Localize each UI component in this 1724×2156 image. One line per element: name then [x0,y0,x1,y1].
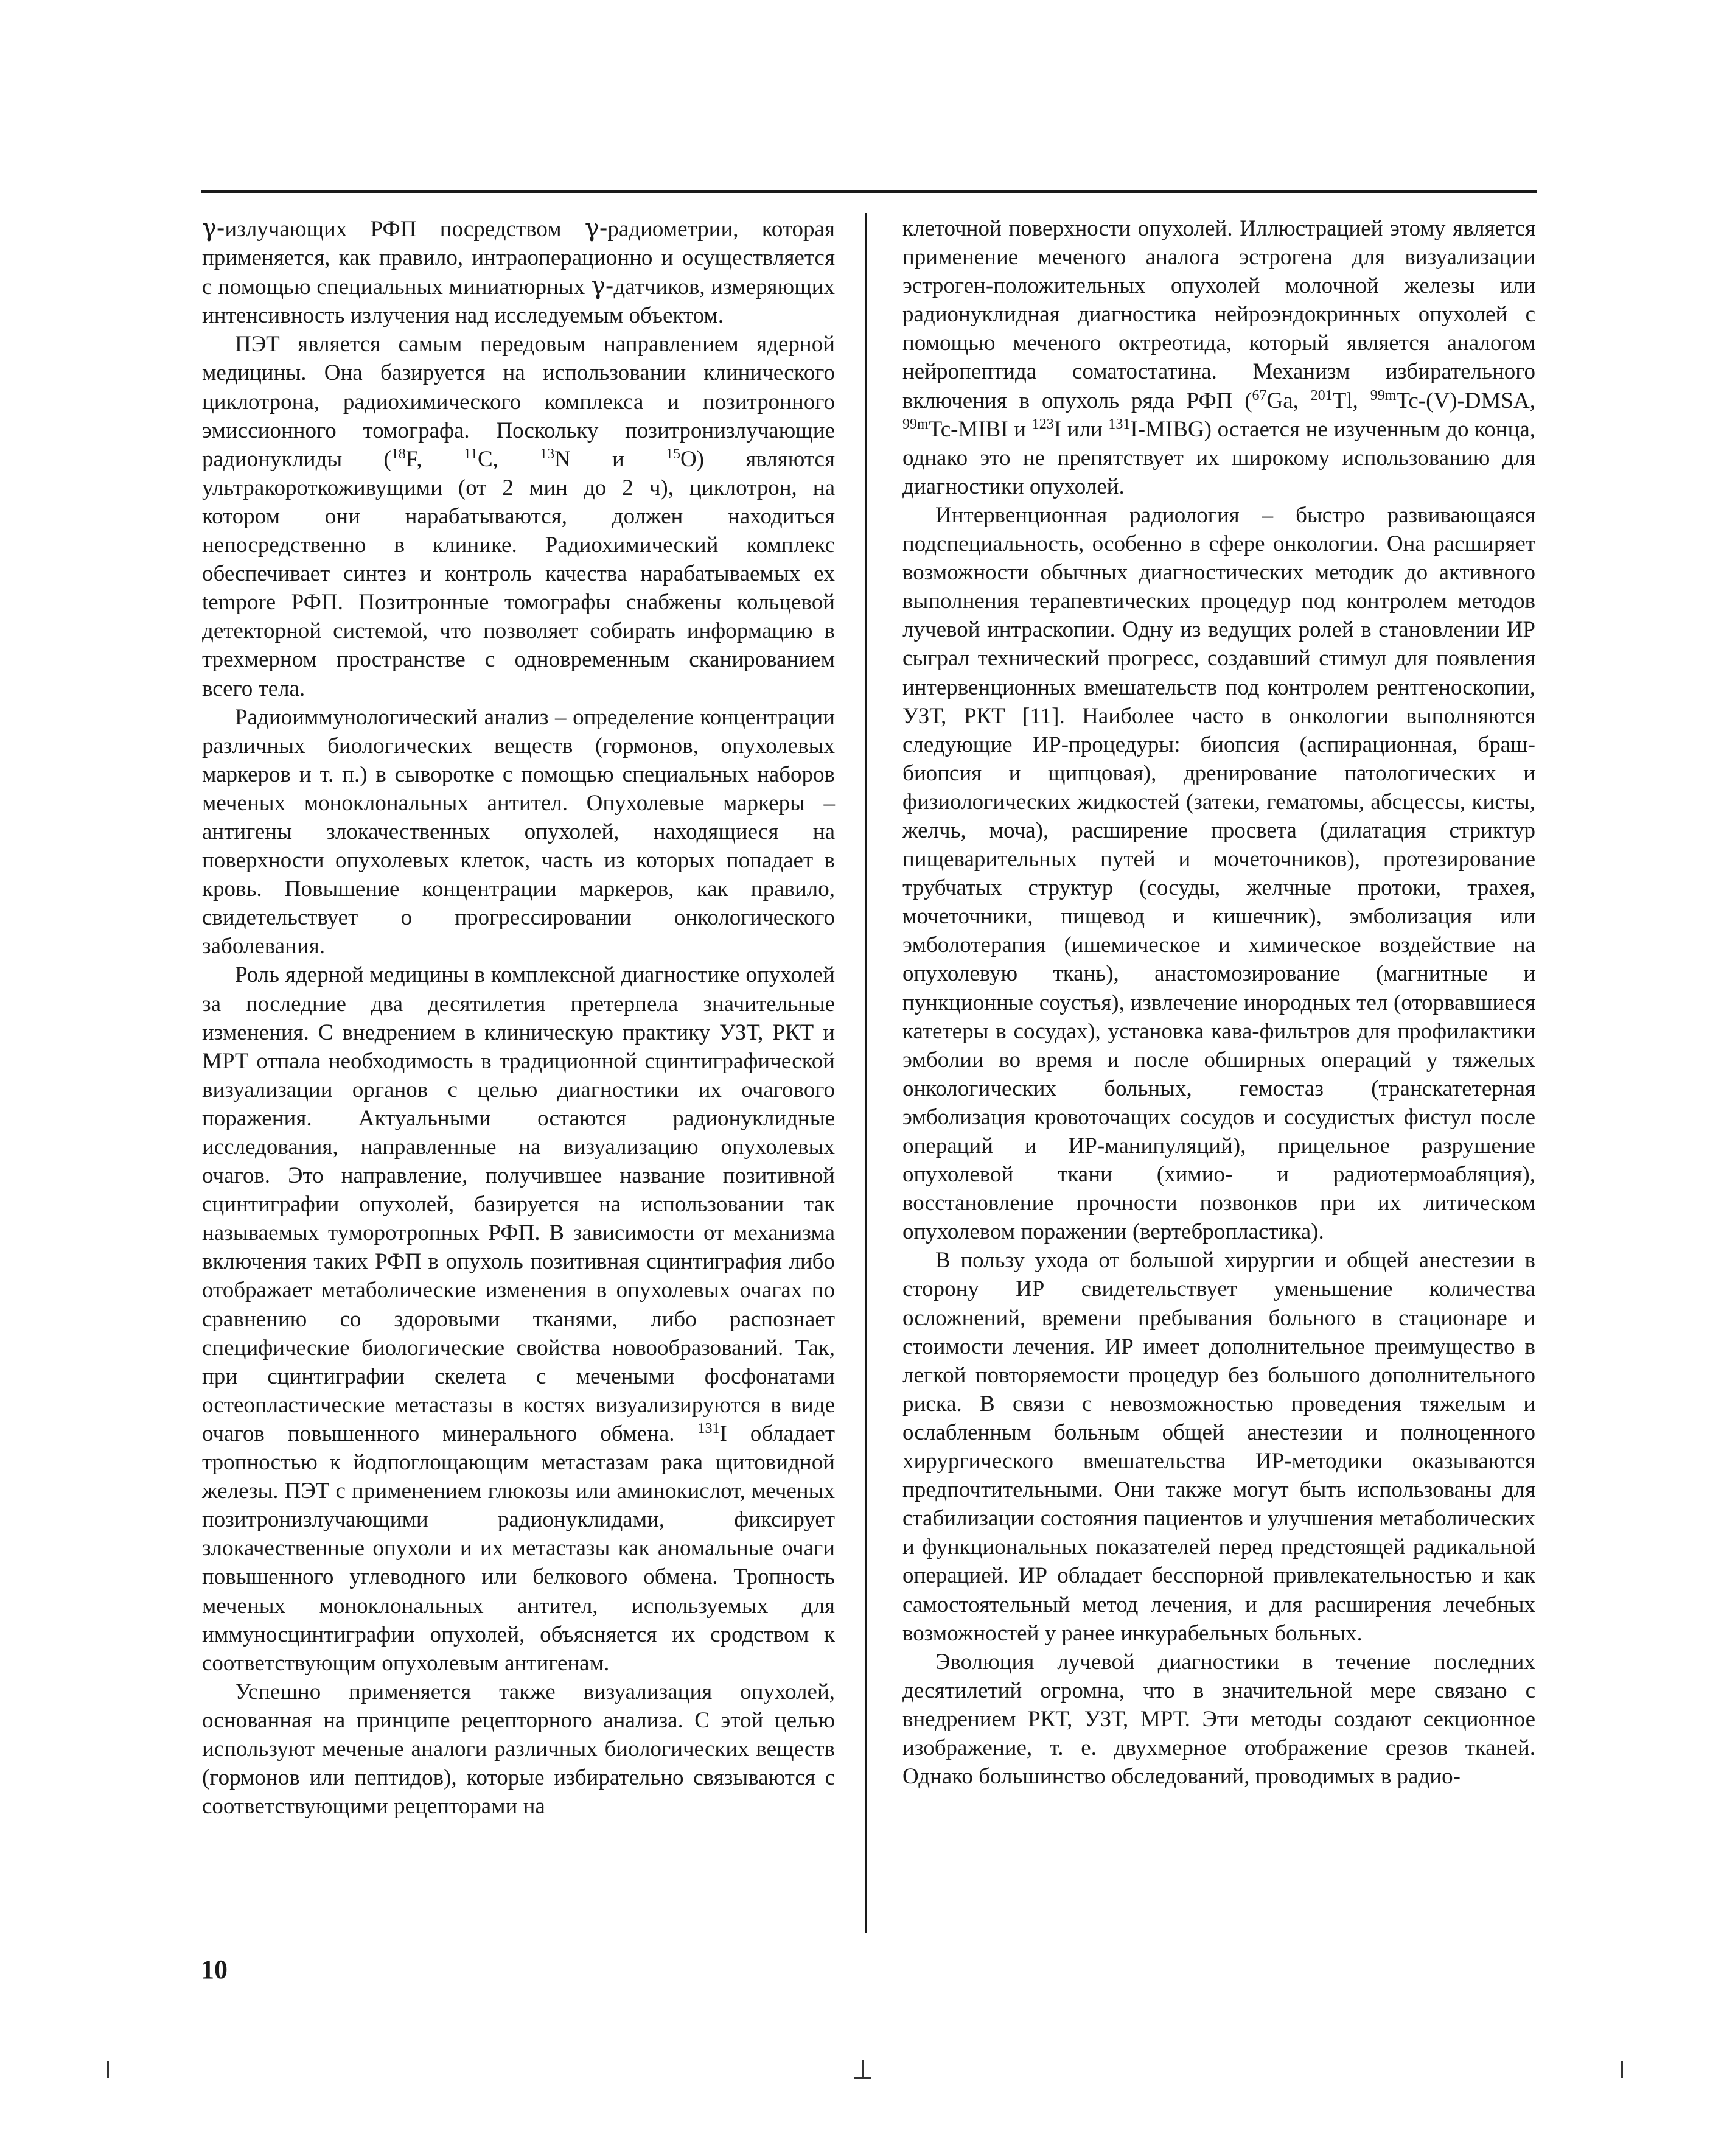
page-number: 10 [201,1955,228,1984]
column-divider [865,213,867,1933]
left-column [202,214,835,1821]
paragraph: В пользу ухода от большой хирургии и общей анестезии в сторону ИР свидетельствует уменьшение количества осложнений, времени пребывания больного в стационаре и стоимости лечения. ИР имеет дополнительное преимущество в легкой повторяемости процедур без большого дополнительного риска. В связи с невозможностью проведения тяжелым и ослабленным больным общей анестезии и полноценного хирургического вмешательства ИР-методики оказываются предпочтительными. Они также могут быть использованы для стабилизации состояния пациентов и улучшения метаболических и функциональных показателей перед предстоящей радикальной операцией. ИР обладает бесспорной привлекательностью и как самостоятельный метод лечения, и для расширения лечебных возможностей у ранее инкурабельных больных. [902,1248,1535,1646]
paragraph: Интервенционная радиология – быстро развивающаяся подспециальность, особенно в сфере онкологии. Она расширяет возможности обычных диагностических методик до активного выполнения терапевтических процедур под контролем методов лучевой интраскопии. Одну из ведущих ролей в становлении ИР сыграл технический прогресс, создавший стимул для появления интервенционных вмешательств под контролем рентгеноскопии, УЗТ, РКТ [11]. Наиболее часто в онкологии выполняются следующие ИР-процедуры: биопсия (аспирационная, браш-биопсия и щипцовая), дренирование патологических и физиологических жидкостей (затеки, гематомы, абсцессы, кисты, желчь, моча), расширение просвета (дилатация стриктур пищеварительных путей и мочеточников), протезирование трубчатых структур (сосуды, желчные протоки, трахея, мочеточники, пищевод и кишечник), эмболизация или эмболотерапия (ишемическое и химическое воздействие на опухолевую ткань), анастомозирование (магнитные и пункционные соустья), извлечение инородных тел (оторвавшиеся катетеры в сосудах), установка кава-фильтров для профилактики эмболии во время и после обширных операций у тяжелых онкологических больных, гемостаз (транскатетерная эмболизация кровоточащих сосудов и сосудистых фистул после операций и ИР-манипуляций), прицельное разрушение опухолевой ткани (химио- и радиотермоабляция), восстановление прочности позвонков при их литическом опухолевом поражении (вертебропластика). [902,502,1535,1245]
paragraph: клеточной поверхности опухолей. Иллюстрацией этому является применение меченого аналога эстрогена для визуализации эстроген-положительных опухолей молочной железы или радионуклидная диагностика нейроэндокринных опухолей с помощью меченого октреотида, который является аналогом нейропептида соматостатина. Механизм избирательного включения в опухоль ряда РФП ($^{67}$Ga, $^{201}$Tl, $^{99m}$Tc-(V)-DMSA, $^{99m}$Tc-MIBI и $^{123}$I или $^{131}$I-MIBG) остается не изученным до конца, однако это не препятствует их широкому использованию для диагностики опухолей. [902,216,1536,499]
crop-mark [854,2077,871,2079]
paragraph: Радиоиммунологический анализ – определение концентрации различных биологических веществ (гормонов, опухолевых маркеров и т. п.) в сыворотке с помощью специальных наборов меченых моноклональных антител. Опухолевые маркеры – антигены злокачественных опухолей, находящиеся на поверхности опухолевых клеток, часть из которых попадает в кровь. Повышение концентрации маркеров, как правило, свидетельствует о прогрессировании онкологического заболевания. [202,704,835,959]
header-rule [201,190,1537,193]
crop-mark [1621,2061,1623,2078]
gamma-symbol: γ- [584,214,608,242]
gamma-symbol: γ- [202,214,225,242]
crop-mark [107,2061,109,2078]
crop-mark [862,2060,864,2077]
paragraph: Успешно применяется также визуализация опухолей, основанная на принципе рецепторного анализа. С этой целью используют меченые аналоги различных биологических веществ (гормонов или пептидов), которые избирательно связываются с соответствующими рецепторами на [202,1679,835,1819]
paragraph: ПЭТ является самым передовым направлением ядерной медицины. Она базируется на использовании клинического циклотрона, радиохимического комплекса и позитронного эмиссионного томографа. Поскольку позитронизлучающие радионуклиды ($^{18}$F, $^{11}$C, $^{13}$N и $^{15}$O) являются ультракороткоживущими (от 2 мин до 2 ч), циклотрон, на котором они нарабатываются, должен находиться непосредственно в клинике. Радиохимический комплекс обеспечивает синтез и контроль качества нарабатываемых ex tempore РФП. Позитронные томографы снабжены кольцевой детекторной системой, что позволяет собирать информацию в трехмерном пространстве с одновременным сканированием всего тела. [202,332,835,701]
paragraph: Роль ядерной медицины в комплексной диагностике опухолей за последние два десятилетия претерпела значительные изменения. С внедрением в клиническую практику УЗТ, РКТ и МРТ отпала необходимость в традиционной сцинтиграфической визуализации органов с целью диагностики их очагового поражения. Актуальными остаются радионуклидные исследования, направленные на визуализацию опухолевых очагов. Это направление, получившее название позитивной сцинтиграфии опухолей, базируется на использовании так называемых туморотропных РФП. В зависимости от механизма включения таких РФП в опухоль позитивная сцинтиграфия либо отображает метаболические изменения в опухолевых очагах по сравнению со здоровыми тканями, либо распознает специфические биологические свойства новообразований. Так, при сцинтиграфии скелета с мечеными фосфонатами остеопластические метастазы в костях визуализируются в виде очагов повышенного минерального обмена. $^{131}$I обладает тропностью к йодпоглощающим метастазам рака щитовидной железы. ПЭТ с применением глюкозы или аминокислот, меченых позитронизлучающими радионуклидами, фиксирует злокачественные опухоли и их метастазы как аномальные очаги повышенного углеводного или белкового обмена. Тропность меченых моноклональных антител, используемых для иммуносцинтиграфии опухолей, объясняется их сродством к соответствующим опухолевым антигенам. [202,962,835,1676]
paragraph: Эволюция лучевой диагностики в течение последних десятилетий огромна, что в значительной мере связано с внедрением РКТ, УЗТ, МРТ. Эти методы создают секционное изображение, т. е. двухмерное отображение срезов тканей. Однако большинство обследований, проводимых в радио- [902,1649,1535,1790]
paragraph: γ-излучающих РФП посредством γ-радиометрии, которая применяется, как правило, интраоперационно и осуществляется с помощью специальных миниатюрных γ-датчиков, измеряющих интенсивность излучения над исследуемым объектом. [202,214,836,329]
right-column [902,214,1535,1791]
gamma-symbol: γ- [591,272,614,301]
